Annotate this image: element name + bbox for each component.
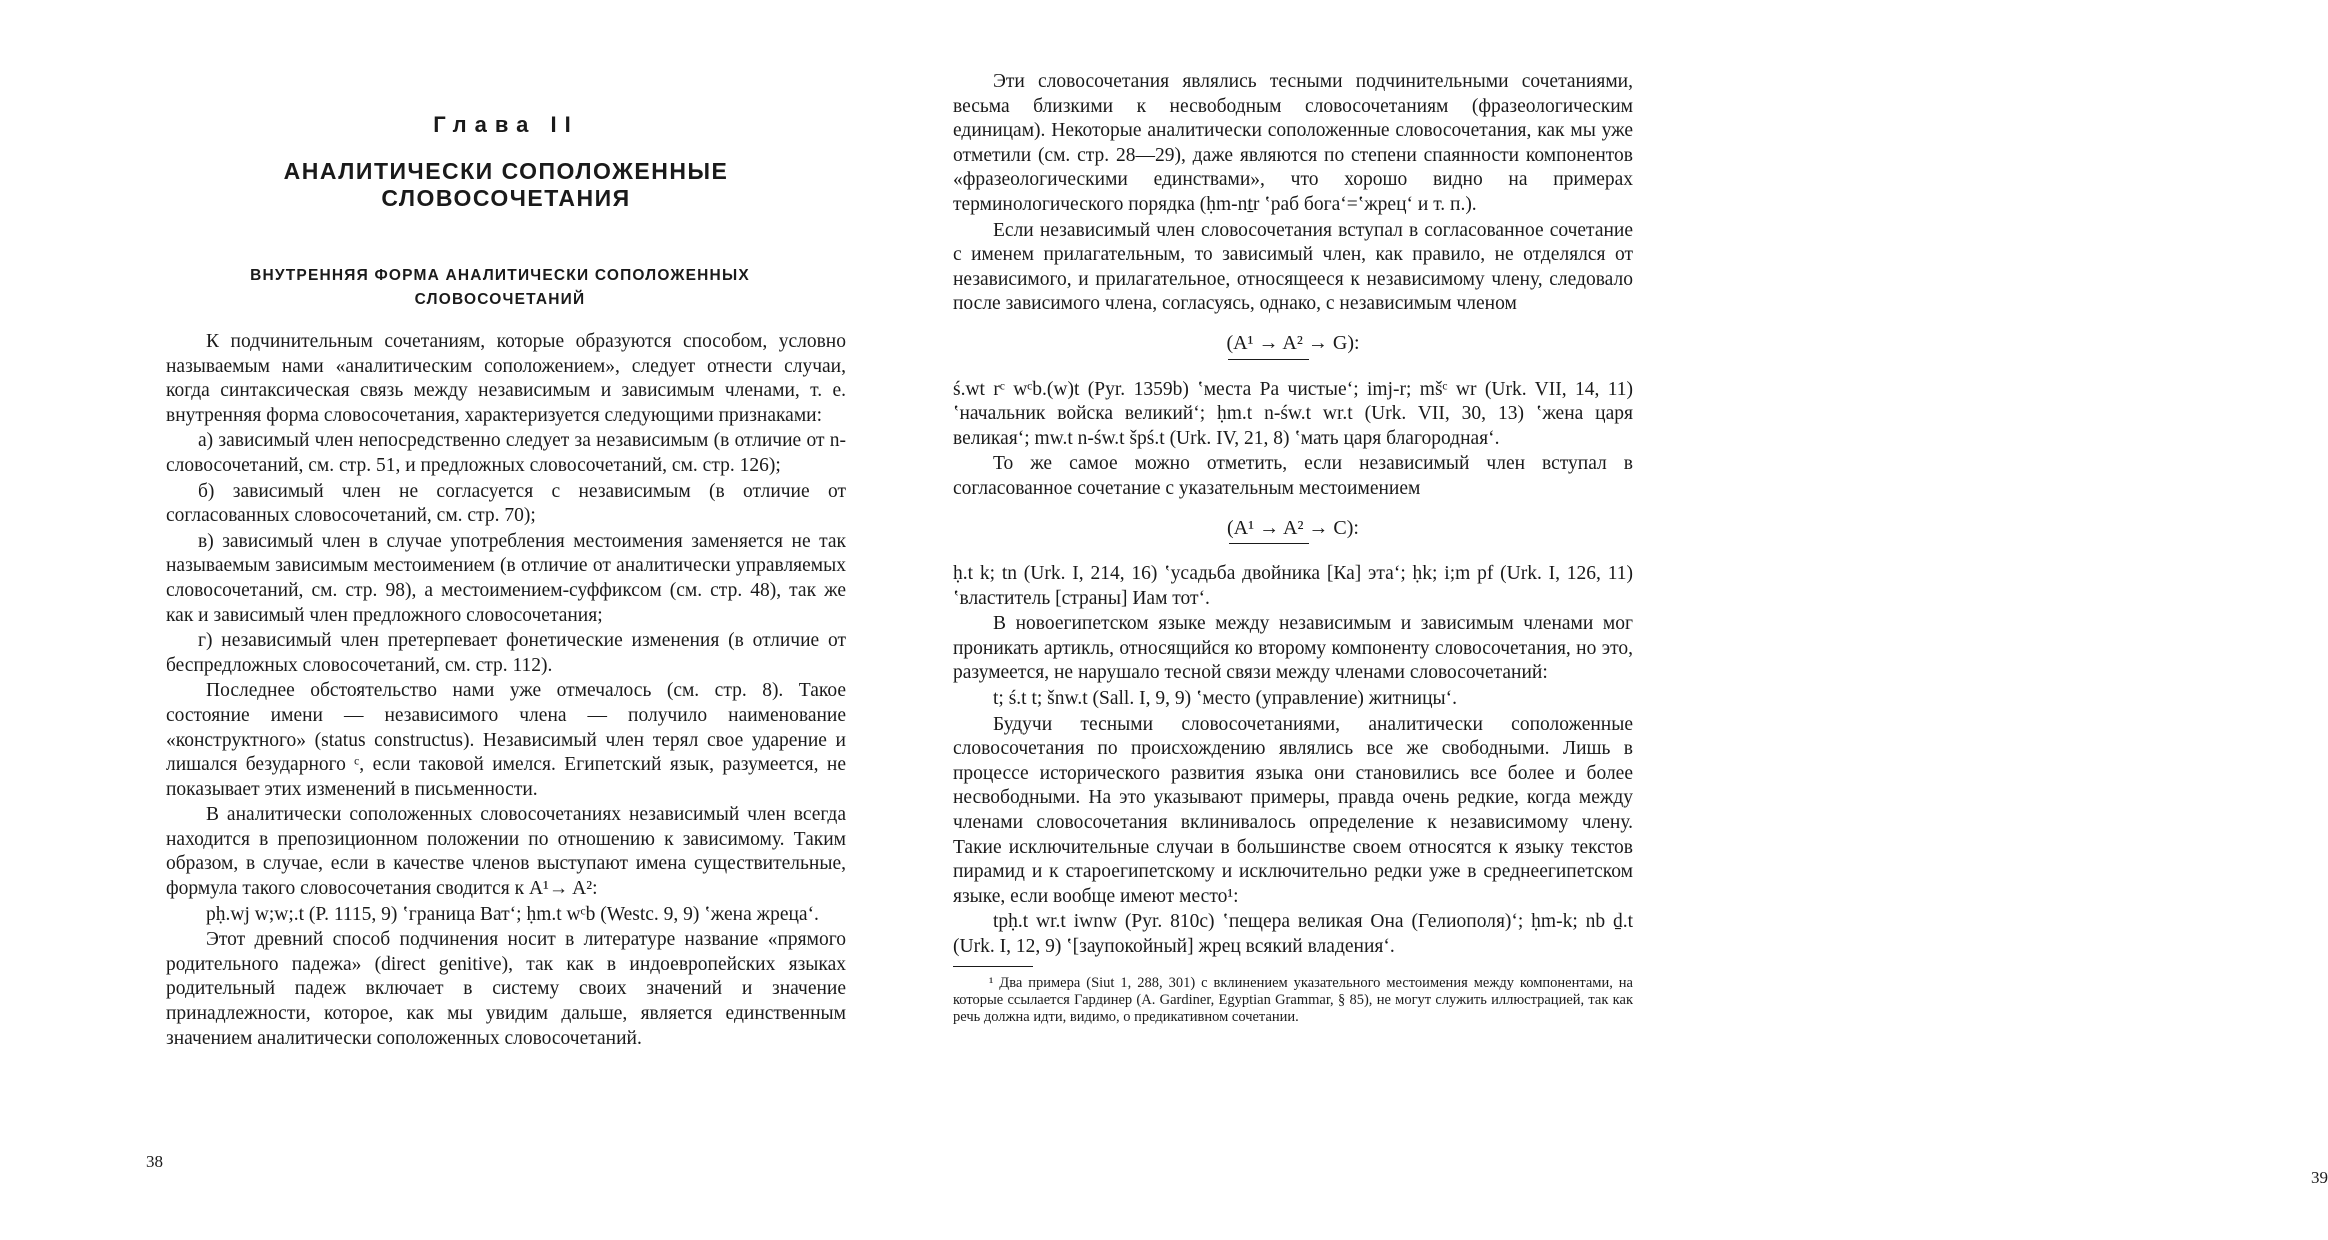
page-number: 38 (146, 1152, 163, 1171)
paragraph: Будучи тесными словосочетаниями, аналитически соположенные словосочетания по происхождению являлись все же свободными. Лишь в процессе исторического развития языка они становились все более и более несвободными. На это указывают примеры, правда очень редкие, когда между членами словосочетания вклинивалось определение к независимому члену. Такие исключительные случаи в большинстве своем относятся к языку текстов пирамид и к староегипетскому и исключительно редки уже в среднеегипетском языке, если вообще имеют место¹: (953, 713, 1633, 907)
footnote: ¹ Два примера (Siut 1, 288, 301) с вклинением указательного местоимения между компонентами, на которые ссылается Гардинер (A. Gardiner, Egyptian Grammar, § 85), не могут служить иллюстрацией, так как речь должна идти, видимо, о предикативном сочетании. (953, 974, 1633, 1025)
example-line: ś.wt rᶜ wᶜb.(w)t (Pyr. 1359b) ʽместа Ра чистые‘; imj-r; mšᶜ wr (Urk. VII, 14, 11) ʽначальник войска великий‘; ḥm.t n-św.t wr.t (Urk. VII, 30, 13) ʽжена царя великая‘; mw.t n-św.t špś.t (Urk. IV, 21, 8) ʽмать царя благородная‘. (953, 378, 1633, 449)
section-title: ВНУТРЕННЯЯ ФОРМА АНАЛИТИЧЕСКИ СОПОЛОЖЕННЫХ СЛОВОСОЧЕТАНИЙ (250, 267, 750, 308)
paragraph: Эти словосочетания являлись тесными подчинительными сочетаниями, весьма близкими к несвободным словосочетаниям (фразеологическим единицам). Некоторые аналитически соположенные словосочетания, как мы уже отметили (см. стр. 28—29), даже являются по степени спаянности компонентов «фразеологическими единствами», что хорошо видно на примерах терминологического порядка (ḥm-nṯr ʽраб бога‘=ʽжрец‘ и т. п.). (953, 71, 1633, 215)
chapter-label: Глава II (433, 112, 579, 137)
list-item: а) зависимый член непосредственно следует за независимым (в отличие от n-словосочетаний, см. стр. 51, и предложных словосочетаний, см. стр. 126); (166, 430, 846, 476)
paragraph: Последнее обстоятельство нами уже отмечалось (см. стр. 8). Такое состояние имени — независимого члена — получило наименование «конструктного» (status constructus). Независимый член терял свое ударение и лишался безударного ᶜ, если таковой имелся. Египетский язык, разумеется, не показывает этих изменений в письменности. (166, 680, 846, 800)
page-number: 39 (2311, 1168, 2328, 1187)
example-line: pḥ.wj w;w;.t (P. 1115, 9) ʽграница Ват‘; ḥm.t wᶜb (Westc. 9, 9) ʽжена жреца‘. (206, 903, 819, 925)
paragraph: Этот древний способ подчинения носит в литературе название «прямого родительного падежа» (direct genitive), так как в индоевропейских языках родительный падеж включает в систему своих значений и значение принадлежности, которое, как мы увидим дальше, является единственным значением аналитически соположенных словосочетаний. (166, 929, 846, 1049)
paragraph: В аналитически соположенных словосочетаниях независимый член всегда находится в препозиционном положении по отношению к зависимому. Таким образом, в случае, если в качестве членов выступают имена существительные, формула такого словосочетания сводится к A¹→ A²: (166, 804, 846, 900)
list-item: г) независимый член претерпевает фонетические изменения (в отличие от беспредложных словосочетаний, см. стр. 112). (166, 630, 846, 676)
left-page (0, 0, 877, 1240)
example-line: tpḥ.t wr.t iwnw (Pyr. 810c) ʽпещера великая Она (Гелиополя)‘; ḥm-k; nb ḏ.t (Urk. I, 12, 9) ʽ[заупокойный] жрец всякий владения‘. (953, 911, 1633, 957)
footnote-divider (953, 966, 1033, 967)
formula: (A¹ → A² → C): (953, 516, 1633, 547)
paragraph: То же самое можно отметить, если независимый член вступал в согласованное сочетание с указательным местоимением (953, 453, 1633, 499)
example-line: ḥ.t k; tn (Urk. I, 214, 16) ʽусадьба двойника [Ка] эта‘; ḥk; i;m pf (Urk. I, 126, 11) ʽвластитель [страны] Иам тот‘. (953, 563, 1633, 609)
right-text-column (953, 70, 1633, 1026)
chapter-title: АНАЛИТИЧЕСКИ СОПОЛОЖЕННЫЕ СЛОВОСОЧЕТАНИЯ (283, 158, 729, 211)
paragraph: Если независимый член словосочетания вступал в согласованное сочетание с именем прилагательным, то зависимый член, как правило, не отделялся от независимого, и прилагательное, относящееся к независимому члену, следовало после зависимого члена, согласуясь, однако, с независимым членом (953, 219, 1633, 315)
left-text-column (166, 330, 846, 1052)
list-item: б) зависимый член не согласуется с независимым (в отличие от согласованных словосочетаний, см. стр. 70); (166, 480, 846, 527)
list-item: в) зависимый член в случае употребления местоимения заменяется не так называемым зависимым местоимением (в отличие от аналитически управляемых словосочетаний, см. стр. 98), а местоимением-суффиксом (см. стр. 48), так же как и зависимый член предложного словосочетания; (166, 530, 846, 626)
paragraph: В новоегипетском языке между независимым и зависимым членами мог проникать артикль, относящийся ко второму компоненту словосочетания, но это, разумеется, не нарушало тесной связи между членами словосочетаний: (953, 613, 1633, 684)
example-line: t; ś.t t; šnw.t (Sall. I, 9, 9) ʽместо (управление) житницы‘. (993, 688, 1457, 710)
paragraph: К подчинительным сочетаниям, которые образуются способом, условно называемым нами «аналитическим соположением», следует отнести случаи, когда синтаксическая связь между независимым и зависимым членами, т. е. внутренняя форма словосочетания, характеризуется следующими признаками: (166, 331, 846, 426)
formula: (A¹ → A² → G): (953, 331, 1633, 362)
right-page (877, 0, 2328, 1240)
